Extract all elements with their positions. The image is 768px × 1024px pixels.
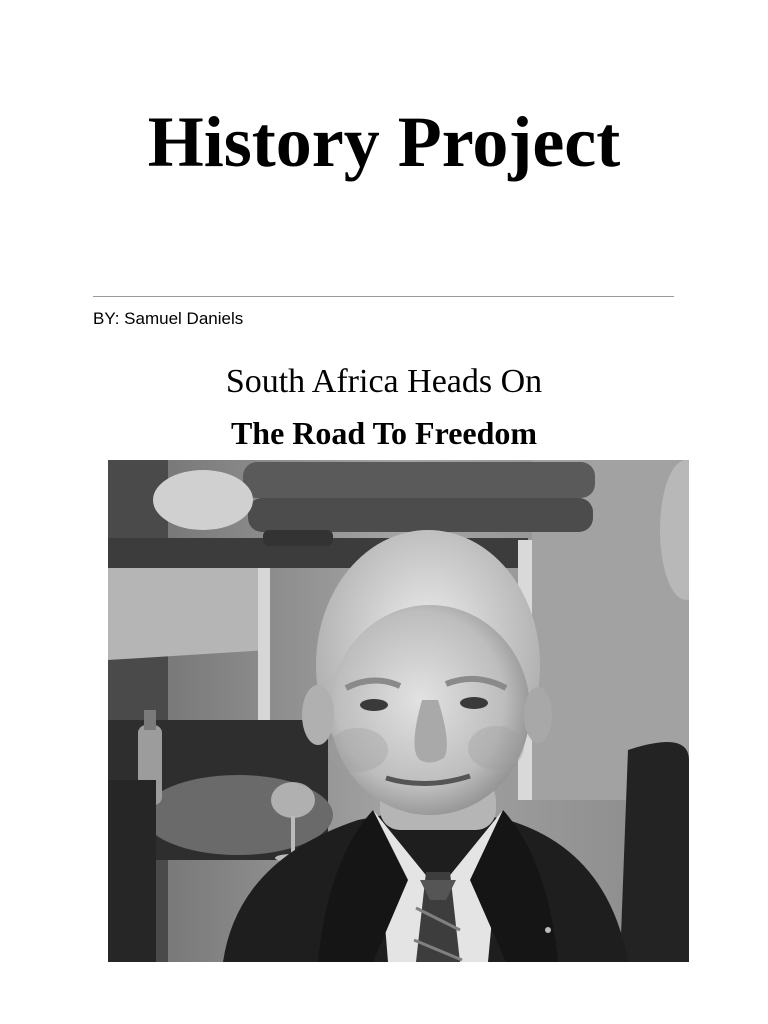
suitcase-bottom <box>248 498 593 532</box>
wine-glass <box>271 782 315 818</box>
portrait-photo <box>108 460 689 962</box>
wine-glass-stem <box>291 816 295 854</box>
shelf-bracket-left <box>108 568 268 660</box>
subject-cheek-right <box>468 726 524 770</box>
subject-eye-right <box>460 697 488 709</box>
subtitle-line-1: South Africa Heads On <box>225 363 543 400</box>
page-title: History Project <box>147 102 621 182</box>
suitcase-top <box>243 462 595 498</box>
bottle-neck <box>144 710 156 730</box>
subtitle-line-2: The Road To Freedom <box>230 415 538 451</box>
right-figure <box>620 742 689 962</box>
suitcase-handle <box>263 530 333 546</box>
author-line: BY: Samuel Daniels <box>93 309 244 328</box>
cloth-bundle <box>153 470 253 530</box>
title-divider <box>93 296 674 297</box>
left-figure <box>108 780 156 962</box>
subject-ear-left <box>302 685 334 745</box>
subject-eye-left <box>360 699 388 711</box>
subject-cheek-left <box>328 728 388 772</box>
lapel-pin <box>545 927 551 933</box>
subject-ear-right <box>524 687 552 743</box>
portrait-photo-illustration <box>108 460 689 962</box>
